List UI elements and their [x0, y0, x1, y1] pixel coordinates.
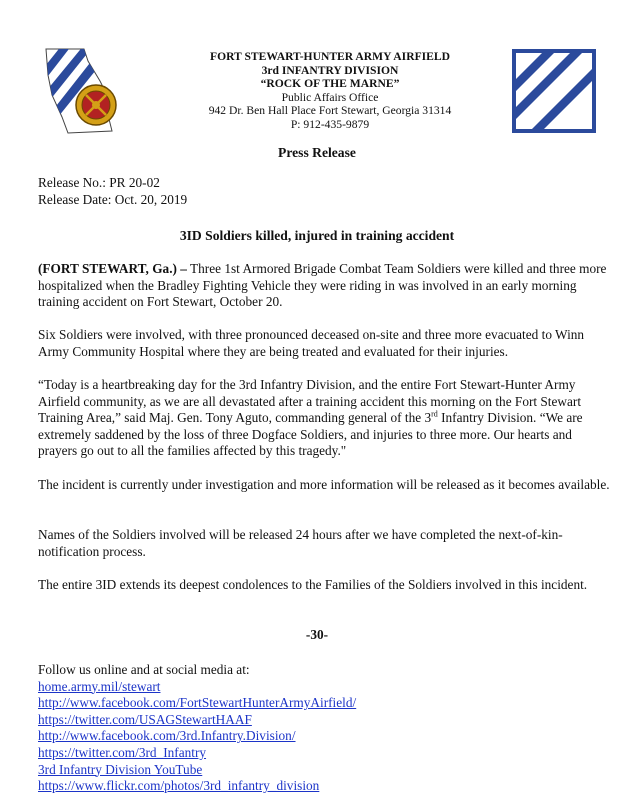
dateline: (FORT STEWART, Ga.) – — [38, 261, 187, 276]
paragraph-5: Names of the Soldiers involved will be released 24 hours after we have completed the next-of-kin-notification process. — [38, 527, 563, 559]
link-army-site[interactable]: home.army.mil/stewart — [38, 678, 161, 694]
release-number: Release No.: PR 20-02 — [38, 175, 160, 190]
division-name: 3rd INFANTRY DIVISION — [261, 63, 399, 77]
georgia-map-logo — [38, 45, 150, 137]
paragraph-3 — [38, 377, 612, 460]
quote-part-2: Infantry Division. “We are extremely saddened by the loss of three Dogface Soldiers, and injuries to three more. Our hearts and prayers go out to all the families affected by this tragedy." — [38, 410, 583, 459]
link-youtube-division[interactable]: 3rd Infantry Division YouTube — [38, 761, 203, 777]
link-twitter-installation[interactable]: https://twitter.com/USAGStewartHAAF — [38, 711, 252, 727]
paragraph-1 — [38, 261, 612, 311]
link-facebook-installation[interactable]: http://www.facebook.com/FortStewartHunterArmyAirfield/ — [38, 695, 357, 711]
paragraph-1-text: Three 1st Armored Brigade Combat Team Soldiers were killed and three more hospitalized when the Bradley Fighting Vehicle they were riding in was involved in an early morning training accident on Fort Stewart, October 20. — [38, 261, 607, 310]
paragraph-2: Six Soldiers were involved, with three pronounced deceased on-site and three more evacuated to Winn Army Community Hospital where they are being treated and evaluated for their injuries. — [38, 327, 585, 359]
follow-label: Follow us online and at social media at: — [38, 662, 250, 677]
end-mark: -30- — [305, 627, 329, 642]
social-links-section — [38, 662, 356, 795]
office-name: Public Affairs Office — [281, 90, 379, 104]
release-date: Release Date: Oct. 20, 2019 — [38, 191, 188, 207]
installation-name: FORT STEWART-HUNTER ARMY AIRFIELD — [209, 50, 450, 63]
division-motto: “ROCK OF THE MARNE” — [260, 77, 400, 91]
division-patch-icon — [512, 49, 596, 133]
quote-part-1: “Today is a heartbreaking day for the 3rd Infantry Division, and the entire Fort Stewart-Hunter Army Airfield community, as we are all devastated after a training accident this morning on the Fort Stewart Training Area,” said Maj. Gen. Tony Aguto, commanding general of the 3 — [38, 377, 582, 426]
headline: 3ID Soldiers killed, injured in training accident — [179, 228, 455, 243]
paragraph-4: The incident is currently under investigation and more information will be released as it becomes available. — [38, 477, 610, 492]
link-flickr-division[interactable]: https://www.flickr.com/photos/3rd_infantry_division — [38, 778, 320, 794]
document-type-title: Press Release — [278, 145, 356, 160]
office-phone: P: 912-435-9879 — [290, 117, 370, 131]
office-address: 942 Dr. Ben Hall Place Fort Stewart, Georgia 31314 — [208, 104, 452, 118]
ordinal-suffix: rd — [431, 409, 438, 419]
link-twitter-division[interactable]: https://twitter.com/3rd_Infantry — [38, 744, 207, 760]
letterhead — [160, 50, 500, 132]
paragraph-6: The entire 3ID extends its deepest condolences to the Families of the Soldiers involved in this incident. — [38, 577, 588, 592]
link-facebook-division[interactable]: http://www.facebook.com/3rd.Infantry.Division/ — [38, 728, 296, 744]
release-meta — [38, 175, 187, 208]
installation-seal-icon — [76, 85, 116, 125]
